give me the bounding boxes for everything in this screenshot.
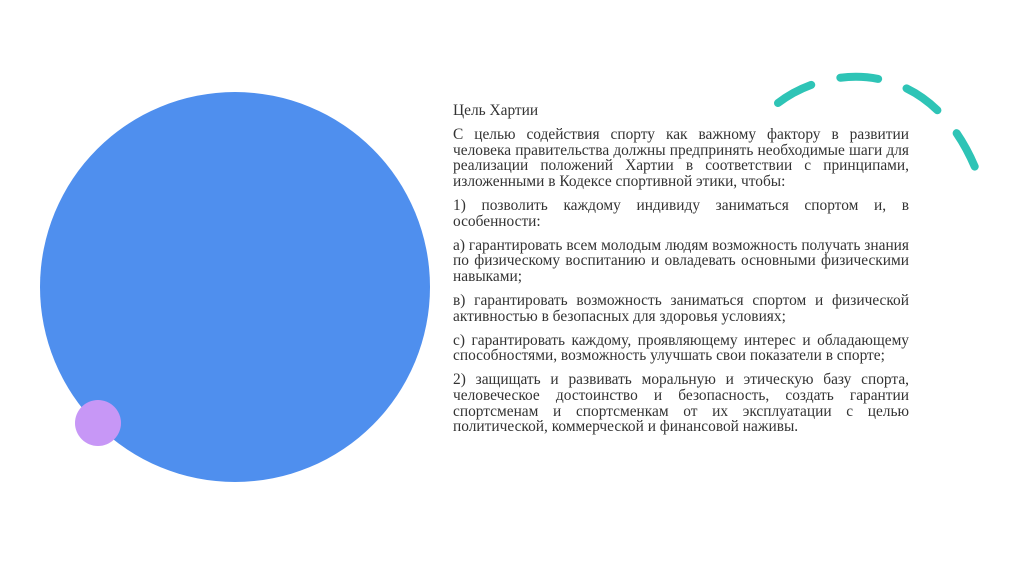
paragraph-point-2: 2) защищать и развивать моральную и этическую базу спорта, человеческое достоинство и безопасность, создать гарантии спортсменам и спортсменкам от их эксплуатации с целью политической, коммерческой и финансовой наживы. [453, 371, 909, 436]
paragraph-point-c: с) гарантировать каждому, проявляющему интерес и обладающему способностями, возможность улучшать свои показатели в спорте; [453, 331, 909, 365]
paragraph-point-1: 1) позволить каждому индивиду заниматься спортом и, в особенности: [453, 196, 909, 230]
paragraph-intro: С целью содействия спорту как важному фактору в развитии человека правительства должны предпринять необходимые шаги для реализации положений Хартии в соответствии с принципами, изложенными в Кодексе спортивной этики, чтобы: [453, 126, 909, 190]
paragraph-point-a: а) гарантировать всем молодым людям возможность получать знания по физическому воспитанию и овладевать основными физическими навыками; [453, 236, 909, 285]
decorative-purple-dot [75, 400, 121, 446]
paragraph-point-b: в) гарантировать возможность заниматься спортом и физической активностью в безопасных для здоровья условиях; [453, 291, 909, 325]
slide-title: Цель Хартии [453, 102, 539, 119]
charter-text [453, 103, 909, 443]
